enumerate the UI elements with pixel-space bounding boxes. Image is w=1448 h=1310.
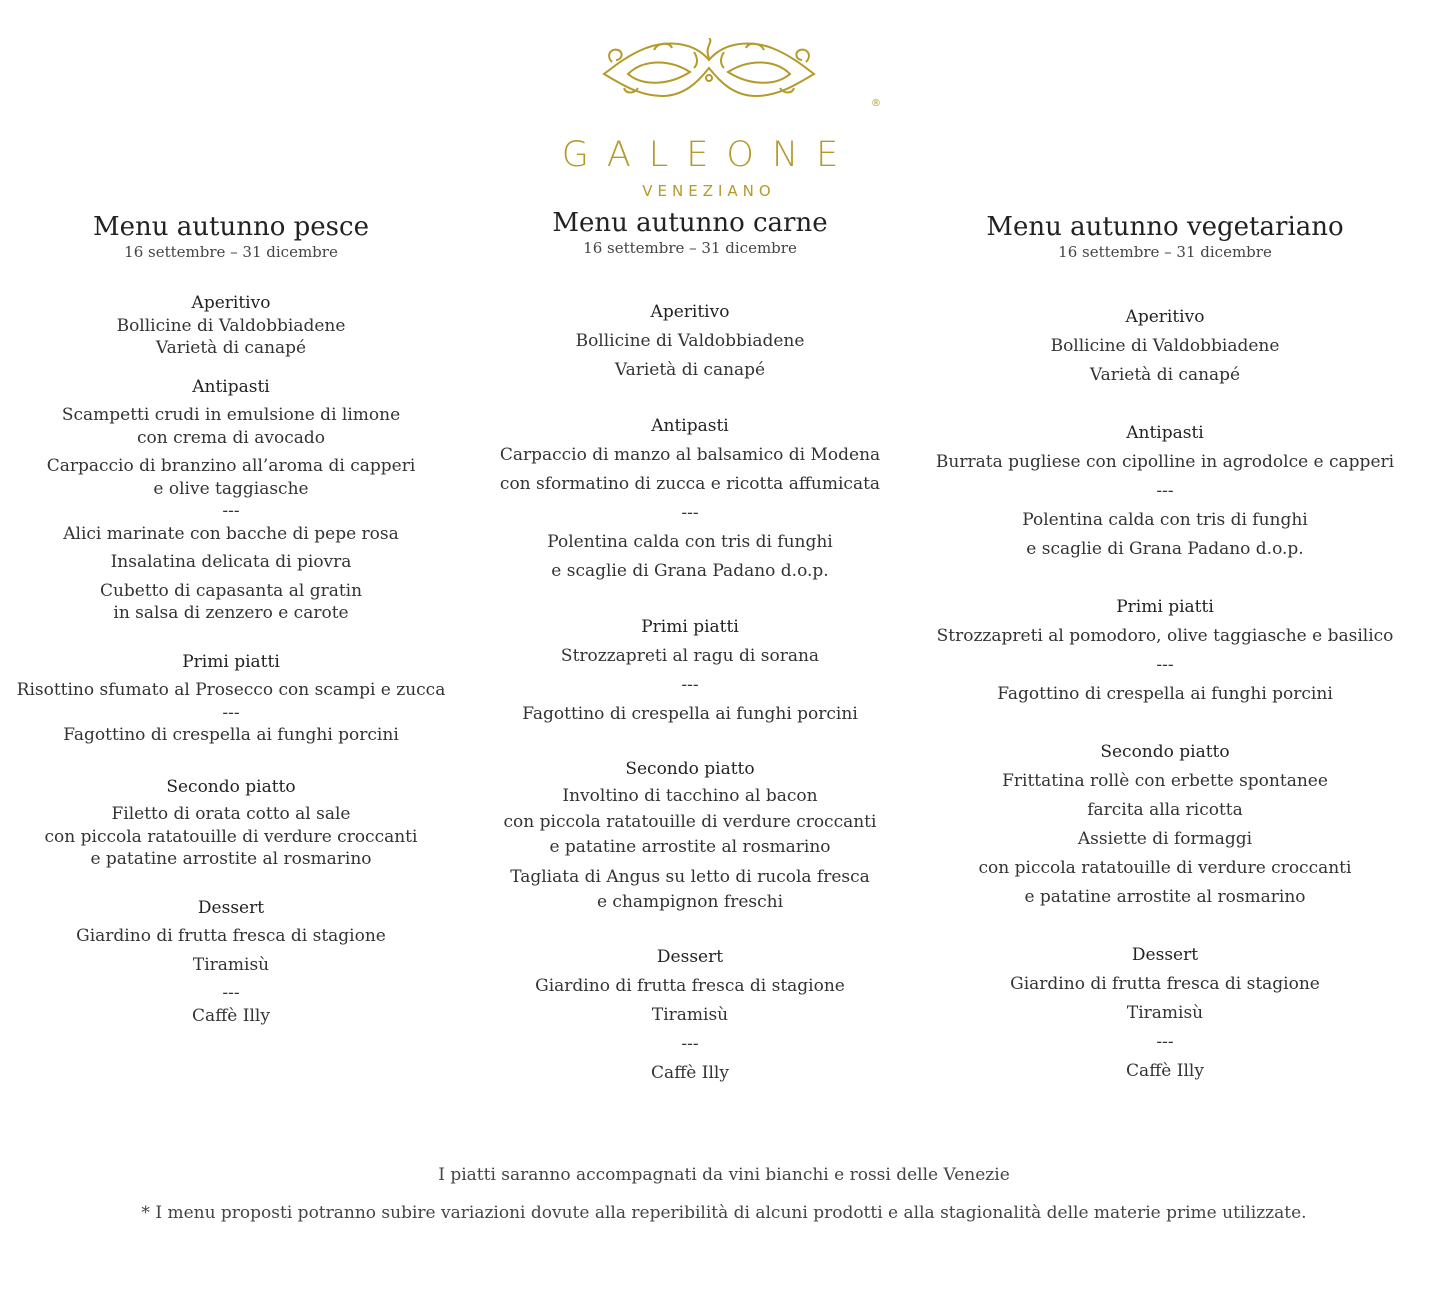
- menu-item: Giardino di frutta fresca di stagione: [76, 926, 386, 946]
- separator: ---: [222, 983, 240, 1003]
- menu-item: Strozzapreti al pomodoro, olive taggiasche e basilico: [936, 626, 1394, 646]
- menu-title: Menu autunno pesce: [93, 212, 369, 242]
- menu-dates: 16 settembre – 31 dicembre: [124, 243, 338, 261]
- section-heading-dessert: Dessert: [197, 897, 265, 918]
- menu-item: e champignon freschi: [596, 892, 784, 912]
- separator: ---: [1156, 655, 1174, 675]
- menu-item: Varietà di canapé: [614, 360, 766, 380]
- menu-item: con crema di avocado: [137, 427, 325, 448]
- menu-carne: [462, 208, 918, 1088]
- registered-mark: ®: [871, 98, 881, 109]
- section-heading-aperitivo: Aperitivo: [191, 293, 271, 313]
- menu-item: Filetto di orata cotto al sale: [111, 804, 351, 824]
- menu-item: con piccola ratatouille di verdure croccanti: [44, 826, 418, 847]
- menu-vegetariano: [920, 212, 1410, 1086]
- separator: ---: [222, 501, 240, 521]
- menu-item: e patatine arrostite al rosmarino: [1024, 887, 1306, 907]
- menu-item: Assiette di formaggi: [1077, 829, 1253, 849]
- menu-item: Insalatina delicata di piovra: [110, 552, 352, 572]
- menu-dates: 16 settembre – 31 dicembre: [1058, 243, 1272, 261]
- menu-item: con piccola ratatouille di verdure croccanti: [503, 811, 877, 832]
- menu-item: con piccola ratatouille di verdure croccanti: [978, 858, 1352, 878]
- menu-pesce: [0, 212, 462, 1027]
- menu-item: Fagottino di crespella ai funghi porcini: [522, 704, 858, 724]
- menu-item: Cubetto di capasanta al gratin: [99, 580, 363, 601]
- section-heading-antipasti: Antipasti: [651, 416, 729, 436]
- section-heading-secondo: Secondo piatto: [625, 759, 755, 779]
- section-heading-antipasti: Antipasti: [1126, 423, 1204, 443]
- footer-note: * I menu proposti potranno subire variazioni dovute alla reperibilità di alcuni prodotti e alla stagionalità delle materie prime utilizzate.: [141, 1203, 1307, 1223]
- separator: ---: [681, 1033, 699, 1054]
- separator: ---: [222, 702, 240, 723]
- menu-item: Tiramisù: [192, 954, 270, 975]
- menu-item: Frittatina rollè con erbette spontanee: [1002, 771, 1328, 791]
- section-heading-dessert: Dessert: [656, 946, 724, 967]
- section-heading-secondo: Secondo piatto: [1100, 742, 1230, 762]
- menu-item: con sformatino di zucca e ricotta affumicata: [499, 474, 881, 494]
- menu-item: Tagliata di Angus su letto di rucola fresca: [510, 866, 870, 887]
- menu-item: Polentina calda con tris di funghi: [547, 532, 833, 552]
- separator: ---: [681, 675, 699, 695]
- menu-item: Strozzapreti al ragu di sorana: [560, 646, 820, 666]
- menu-item: Giardino di frutta fresca di stagione: [1010, 974, 1320, 994]
- menu-item: Tiramisù: [1126, 1003, 1204, 1023]
- menu-item: Varietà di canapé: [1089, 365, 1241, 385]
- menu-title: Menu autunno vegetariano: [986, 212, 1344, 242]
- menu-item: Varietà di canapé: [155, 338, 307, 358]
- section-heading-aperitivo: Aperitivo: [1125, 307, 1205, 327]
- menu-item: e scaglie di Grana Padano d.o.p.: [551, 561, 829, 581]
- menu-item: Fagottino di crespella ai funghi porcini: [997, 684, 1333, 704]
- menu-item: Carpaccio di manzo al balsamico di Modena: [499, 445, 881, 465]
- menu-item: Bollicine di Valdobbiadene: [575, 331, 805, 351]
- section-heading-aperitivo: Aperitivo: [650, 302, 730, 322]
- footer-wines: I piatti saranno accompagnati da vini bianchi e rossi delle Venezie: [438, 1165, 1010, 1185]
- menu-item: Scampetti crudi in emulsione di limone: [61, 405, 401, 425]
- section-heading-antipasti: Antipasti: [192, 376, 270, 397]
- menu-item: e olive taggiasche: [153, 478, 309, 499]
- menu-item: Giardino di frutta fresca di stagione: [535, 975, 845, 996]
- menu-item: Risottino sfumato al Prosecco con scampi e zucca: [16, 680, 446, 700]
- menu-item: Burrata pugliese con cipolline in agrodolce e capperi: [935, 452, 1395, 472]
- menu-item: Alici marinate con bacche di pepe rosa: [63, 523, 399, 544]
- brand-name: GALEONE: [561, 135, 857, 175]
- menu-item: farcita alla ricotta: [1087, 800, 1243, 820]
- menu-title: Menu autunno carne: [552, 208, 828, 238]
- menu-item: Caffè Illy: [651, 1062, 729, 1083]
- section-heading-primi: Primi piatti: [182, 651, 280, 672]
- menu-item: e scaglie di Grana Padano d.o.p.: [1026, 539, 1304, 559]
- menu-item: in salsa di zenzero e carote: [113, 603, 349, 623]
- section-heading-primi: Primi piatti: [1116, 597, 1214, 617]
- menu-dates: 16 settembre – 31 dicembre: [583, 239, 797, 257]
- menu-item: Tiramisù: [651, 1004, 729, 1025]
- menu-item: e patatine arrostite al rosmarino: [90, 849, 372, 869]
- separator: ---: [681, 503, 699, 523]
- menu-item: e patatine arrostite al rosmarino: [549, 837, 831, 857]
- menu-item: Caffè Illy: [1126, 1061, 1204, 1081]
- menu-item: Polentina calda con tris di funghi: [1022, 510, 1308, 530]
- menu-item: Carpaccio di branzino all’aroma di capperi: [46, 456, 416, 476]
- separator: ---: [1156, 1032, 1174, 1052]
- section-heading-secondo: Secondo piatto: [166, 776, 296, 797]
- menu-item: Bollicine di Valdobbiadene: [1050, 336, 1280, 356]
- menu-item: Caffè Illy: [192, 1005, 270, 1026]
- menu-item: Fagottino di crespella ai funghi porcini: [63, 725, 399, 745]
- brand-subtitle: VENEZIANO: [642, 182, 776, 200]
- menu-item: Bollicine di Valdobbiadene: [116, 315, 346, 336]
- section-heading-primi: Primi piatti: [641, 617, 739, 637]
- separator: ---: [1156, 481, 1174, 501]
- menu-item: Involtino di tacchino al bacon: [562, 786, 818, 806]
- galeone-logo: [544, 38, 884, 200]
- section-heading-dessert: Dessert: [1131, 945, 1199, 965]
- venetian-mask-icon: [598, 38, 820, 102]
